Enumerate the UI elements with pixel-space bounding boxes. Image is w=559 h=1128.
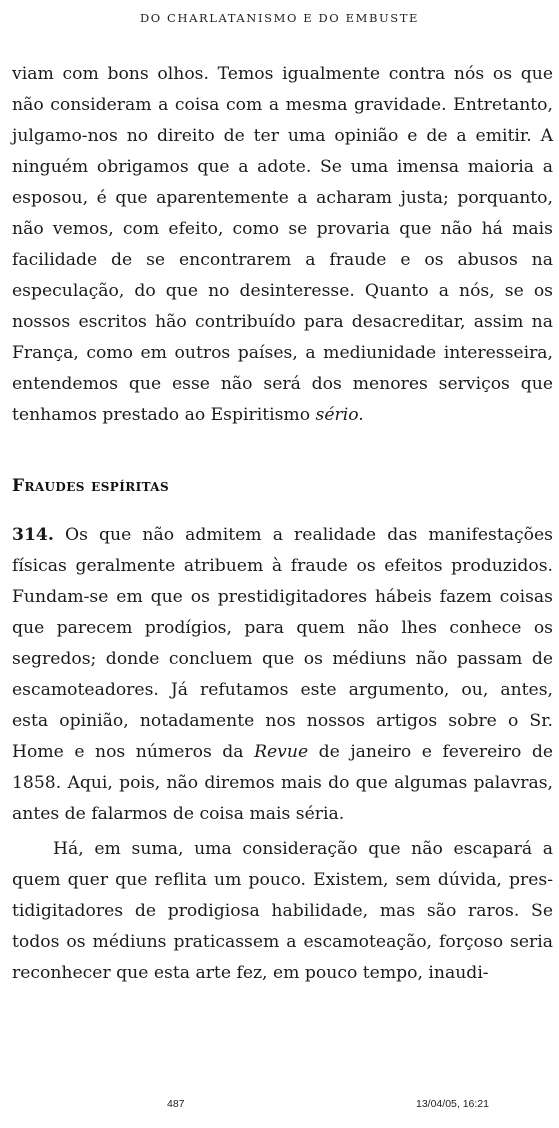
emphasis-text: Revue — [254, 742, 309, 762]
paragraph-text: Os que não admitem a realidade das manifestações físicas geralmente atribuem à fraude os efeitos produzidos. Fundam-se em que os prestidigitadores hábeis fazem coisas que parecem prodígios, para quem não lhes conhece os segredos; donde concluem que os médiuns não passam de escamoteadores. Já refutamos este argumento, ou, antes, esta opinião, notadamente nos nossos artigos sobre o Sr. Home e nos números da — [12, 525, 553, 762]
paragraph-text: viam com bons olhos. Temos igualmente contra nós os que não consideram a coisa com a mesma gravidade. Entretanto, julgamo-nos no direito de ter uma opinião e de a emitir. A ninguém obrigamos que a adote. Se uma imensa maioria a esposou, é que aparentemente a acharam justa; porquanto, não vemos, com efeito, como se provaria que não há mais facilidade de se encontrarem a fraude e os abusos na especulação, do que no desinteresse. Quanto a nós, se os nossos escritos hão contribuído para desacreditar, assim na França, como em outros países, a mediunidade interesseira, entendemos que esse não será dos menores serviços que tenhamos prestado ao Espiritismo — [12, 64, 553, 425]
emphasis-text: sério. — [315, 405, 364, 425]
paragraph-314 — [12, 520, 553, 830]
paragraph-continued — [12, 59, 553, 431]
footer-page-number: 487 — [167, 1098, 185, 1110]
footer-timestamp: 13/04/05, 16:21 — [416, 1098, 489, 1110]
running-header: DO CHARLATANISMO E DO EMBUSTE — [139, 11, 420, 25]
section-heading: Fraudes espíritas — [12, 476, 170, 496]
paragraph-text: de janeiro e fevereiro de 1858. Aqui, pois, não diremos mais do que algumas palavras, antes de falarmos de coisa mais séria. — [12, 742, 553, 824]
paragraph-number: 314. — [12, 525, 54, 545]
paragraph-indented: Há, em suma, uma consideração que não escapará a quem quer que reflita um pouco. Existem, sem dúvida, prestidigitadores de prodigiosa habilidade, mas são raros. Se todos os médiuns praticassem a escamoteação, forçoso seria reconhecer que esta arte fez, em pouco tempo, inaudi- — [12, 839, 553, 983]
